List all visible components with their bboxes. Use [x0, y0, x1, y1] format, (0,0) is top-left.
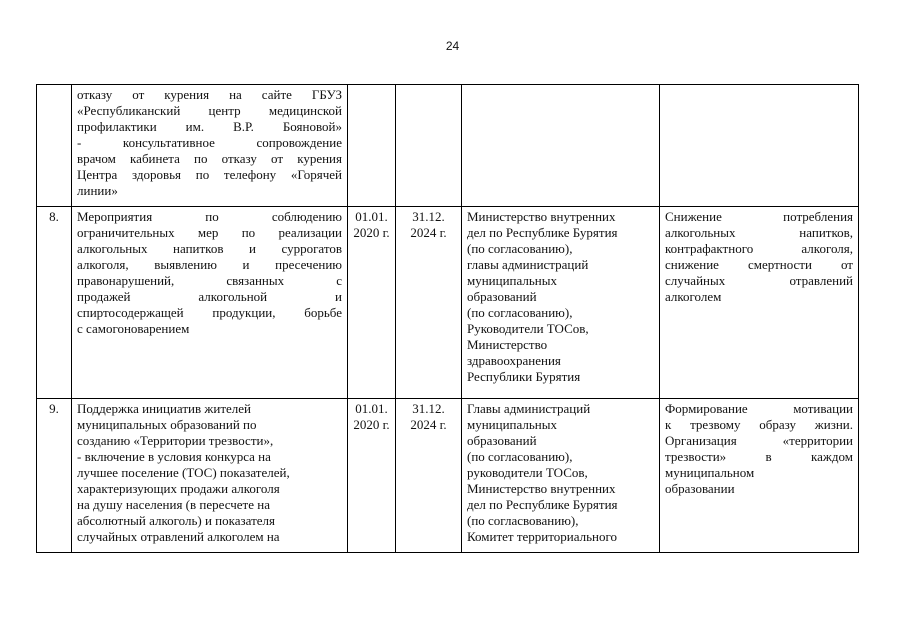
text-line: трезвости» в каждом — [665, 449, 853, 464]
text-line: Министерство внутренних — [467, 209, 616, 224]
text-line: абсолютный алкоголь) и показателя — [77, 513, 275, 528]
text-line: Поддержка инициатив жителей — [77, 401, 251, 416]
end-date — [396, 399, 462, 553]
responsible-parties — [462, 85, 660, 207]
end-date — [396, 207, 462, 399]
activity-description — [72, 207, 348, 399]
text-line: муниципальном — [665, 465, 755, 480]
text-line: снижение смертности от — [665, 257, 853, 272]
text-line: продажей алкогольной и — [77, 289, 342, 304]
table-row — [37, 85, 859, 207]
text-line: главы администраций — [467, 257, 589, 272]
text-line: алкоголем — [665, 289, 722, 304]
text-line: Министерство — [467, 337, 548, 352]
text-line: случайных отравлений алкоголем на — [77, 529, 280, 544]
text-line: профилактики им. В.Р. Бояновой» — [77, 119, 342, 134]
text-line: алкогольных напитков и суррогатов — [77, 241, 342, 256]
start-date — [348, 207, 396, 399]
text-line: врачом кабинета по отказу от курения — [77, 151, 342, 166]
text-line: Формирование мотивации — [665, 401, 853, 416]
end-date — [396, 85, 462, 207]
end-date-line: 31.12. — [412, 209, 445, 224]
table-row — [37, 207, 859, 399]
text-line: руководители ТОСов, — [467, 465, 588, 480]
text-line: (по согласованию), — [467, 449, 573, 464]
text-line: Организация «территории — [665, 433, 853, 448]
page-number: 24 — [445, 39, 460, 53]
responsible-parties — [462, 399, 660, 553]
activity-description — [72, 399, 348, 553]
text-line: правонарушений, связанных с — [77, 273, 342, 288]
text-line: Снижение потребления — [665, 209, 853, 224]
text-line: характеризующих продажи алкоголя — [77, 481, 280, 496]
text-line: Главы администраций — [467, 401, 591, 416]
row-number — [37, 85, 72, 207]
expected-result — [660, 85, 859, 207]
text-line: Руководители ТОСов, — [467, 321, 589, 336]
expected-result — [660, 207, 859, 399]
text-line: Центра здоровья по телефону «Горячей — [77, 167, 342, 182]
start-date-line: 01.01. — [355, 401, 388, 416]
start-date-line: 2020 г. — [353, 225, 390, 240]
row-number: 9. — [37, 399, 72, 553]
text-line: на душу населения (в пересчете на — [77, 497, 270, 512]
text-line: контрафактного алкоголя, — [665, 241, 853, 256]
text-line: - консультативное сопровождение — [77, 135, 342, 150]
activity-description — [72, 85, 348, 207]
end-date-line: 31.12. — [412, 401, 445, 416]
text-line: линии» — [77, 183, 118, 198]
text-line: лучшее поселение (ТОС) показателей, — [77, 465, 290, 480]
text-line: Комитет территориального — [467, 529, 617, 544]
text-line: отказу от курения на сайте ГБУЗ — [77, 87, 342, 102]
start-date-line: 2020 г. — [353, 417, 390, 432]
text-line: Республики Бурятия — [467, 369, 581, 384]
start-date-line: 01.01. — [355, 209, 388, 224]
text-line: (по согласвованию), — [467, 513, 579, 528]
text-line: случайных отравлений — [665, 273, 853, 288]
text-line: здравоохранения — [467, 353, 561, 368]
text-line: - включение в условия конкурса на — [77, 449, 271, 464]
text-line: Мероприятия по соблюдению — [77, 209, 342, 224]
text-line: с самогоноварением — [77, 321, 190, 336]
expected-result — [660, 399, 859, 553]
text-line: созданию «Территории трезвости», — [77, 433, 274, 448]
text-line: ограничительных мер по реализации — [77, 225, 342, 240]
program-table — [36, 84, 859, 553]
text-line: «Республиканский центр медицинской — [77, 103, 342, 118]
text-line: алкогольных напитков, — [665, 225, 853, 240]
text-line: муниципальных образований по — [77, 417, 257, 432]
text-line: дел по Республике Бурятия — [467, 497, 618, 512]
text-line: муниципальных — [467, 273, 558, 288]
text-line: алкоголя, выявлению и пресечению — [77, 257, 342, 272]
text-line: (по согласованию), — [467, 241, 573, 256]
row-number: 8. — [37, 207, 72, 399]
responsible-parties — [462, 207, 660, 399]
text-line: образовании — [665, 481, 735, 496]
text-line: (по согласованию), — [467, 305, 573, 320]
text-line: спиртосодержащей продукции, борьбе — [77, 305, 342, 320]
end-date-line: 2024 г. — [410, 417, 447, 432]
text-line: образований — [467, 289, 537, 304]
start-date — [348, 85, 396, 207]
table-row — [37, 399, 859, 553]
text-line: к трезвому образу жизни. — [665, 417, 853, 432]
text-line: Министерство внутренних — [467, 481, 616, 496]
text-line: образований — [467, 433, 537, 448]
text-line: дел по Республике Бурятия — [467, 225, 618, 240]
text-line: муниципальных — [467, 417, 558, 432]
end-date-line: 2024 г. — [410, 225, 447, 240]
start-date — [348, 399, 396, 553]
